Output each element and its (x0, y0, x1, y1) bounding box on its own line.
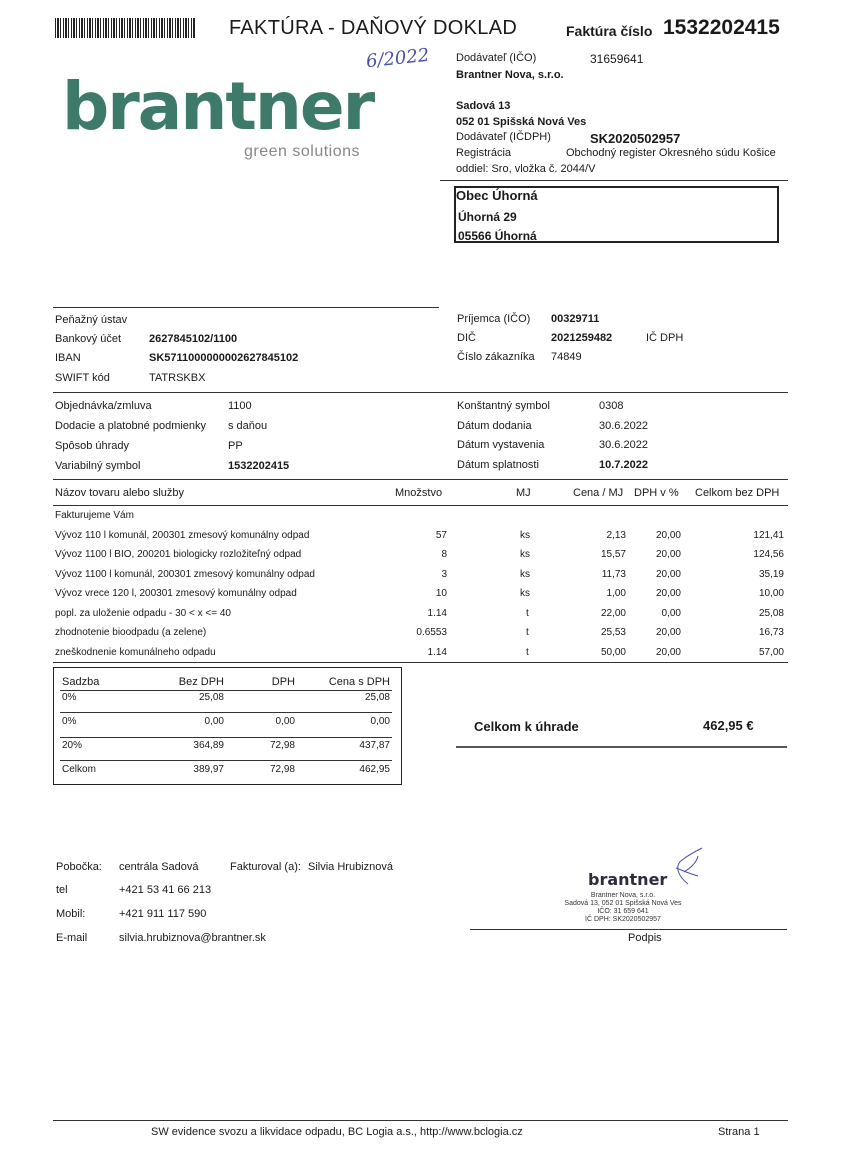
payment-method: PP (228, 440, 243, 452)
page-number: Strana 1 (718, 1126, 760, 1138)
item-price: 25,53 (600, 627, 626, 638)
col-header-unit: MJ (516, 487, 531, 499)
item-qty: 57 (435, 530, 447, 541)
invoiced-by-label: Fakturoval (a): (230, 861, 301, 873)
item-total: 124,56 (753, 549, 784, 560)
item-price: 50,00 (600, 647, 626, 658)
vat-base: 389,97 (193, 764, 224, 775)
item-total: 25,08 (758, 608, 784, 619)
vat-gross: 0,00 (370, 716, 390, 727)
vat-base: 0,00 (204, 716, 224, 727)
item-qty: 1.14 (427, 608, 447, 619)
order-divider-top (53, 392, 788, 393)
items-header-divider (53, 505, 788, 506)
item-total: 35,19 (758, 569, 784, 580)
supplier-city: 052 01 Spišská Nová Ves (456, 116, 587, 128)
supplier-name: Brantner Nova, s.r.o. (456, 69, 564, 81)
supplier-street: Sadová 13 (456, 100, 511, 112)
invoiced-by: Silvia Hrubiznová (308, 861, 393, 873)
document-title: FAKTÚRA - DAŇOVÝ DOKLAD (229, 17, 518, 39)
vat-rate: Celkom (62, 764, 96, 775)
bank-account-label: Bankový účet (55, 333, 122, 345)
vat-amount: 72,98 (269, 740, 295, 751)
item-unit: ks (520, 530, 530, 541)
vat-amount: 72,98 (269, 764, 295, 775)
footer-text: SW evidence svozu a likvidace odpadu, BC Logia a.s., http://www.bclogia.cz (151, 1126, 523, 1138)
vat-amount: 0,00 (275, 716, 295, 727)
delivery-date: 30.6.2022 (599, 420, 648, 432)
vat-rate: 0% (62, 716, 77, 727)
item-qty: 8 (441, 549, 447, 560)
vat-rate: 20% (62, 740, 83, 751)
item-unit: t (526, 608, 529, 619)
item-price: 22,00 (600, 608, 626, 619)
email-label: E-mail (56, 932, 88, 944)
terms-label: Dodacie a platobné podmienky (55, 420, 207, 432)
iban-label: IBAN (55, 352, 81, 364)
vat-divider (60, 760, 392, 761)
swift: TATRSKBX (149, 372, 206, 384)
item-name: zneškodnenie komunálneho odpadu (55, 647, 216, 658)
invoice-number-label: Faktúra číslo (566, 23, 653, 39)
total-due-label: Celkom k úhrade (474, 719, 579, 734)
item-unit: ks (520, 569, 530, 580)
vat-divider (60, 737, 392, 738)
item-qty: 0.6553 (416, 627, 447, 638)
vat-rate: 0% (62, 692, 77, 703)
col-header-vat: DPH v % (634, 487, 679, 499)
iban: SK5711000000002627845102 (149, 352, 299, 364)
total-due-value: 462,95 € (703, 718, 754, 733)
stamp-line: IČO: 31 659 641 (597, 908, 649, 915)
issue-date: 30.6.2022 (599, 439, 648, 451)
tel: +421 53 41 66 213 (119, 884, 212, 896)
item-total: 16,73 (758, 627, 784, 638)
bank-account: 2627845102/1100 (149, 333, 238, 345)
item-name: Vývoz 1100 l BIO, 200201 biologicky rozložiteľný odpad (55, 549, 302, 560)
supplier-ico-label: Dodávateľ (IČO) (456, 52, 537, 64)
item-name: Vývoz 110 l komunál, 200301 zmesový komunálny odpad (55, 530, 310, 541)
total-underline (456, 746, 787, 748)
vat-header-gross: Cena s DPH (328, 676, 390, 688)
item-price: 15,57 (600, 549, 626, 560)
recipient-ico: 00329711 (551, 313, 600, 325)
col-header-total: Celkom bez DPH (695, 487, 780, 499)
handwritten-note: 6/2022 (365, 44, 431, 73)
vat-header-base: Bez DPH (178, 676, 224, 688)
supplier-icdph-label: Dodávateľ (IČDPH) (456, 131, 551, 143)
bank-divider (53, 307, 439, 308)
email: silvia.hrubiznova@brantner.sk (119, 932, 266, 944)
footer-divider (53, 1120, 788, 1121)
items-divider-top (53, 479, 788, 480)
contract: 1100 (228, 400, 252, 412)
customer-name: Obec Úhorná (456, 188, 538, 203)
brand-logo: brantner (62, 68, 374, 145)
item-name: Vývoz 1100 l komunál, 200301 zmesový komunálny odpad (55, 569, 315, 580)
issue-date-label: Dátum vystavenia (457, 439, 545, 451)
item-qty: 1.14 (427, 647, 447, 658)
item-unit: t (526, 627, 529, 638)
item-unit: ks (520, 588, 530, 599)
col-header-price: Cena / MJ (573, 487, 624, 499)
mobile: +421 911 117 590 (119, 908, 207, 920)
item-qty: 10 (435, 588, 447, 599)
bank-institution-label: Peňažný ústav (55, 314, 128, 326)
mobile-label: Mobil: (56, 908, 86, 920)
items-divider-bottom (53, 662, 788, 663)
recipient-ico-label: Príjemca (IČO) (457, 313, 531, 325)
recipient-dic: 2021259482 (551, 332, 613, 344)
col-header-qty: Množstvo (395, 487, 443, 499)
item-total: 57,00 (758, 647, 784, 658)
recipient-icdph-label: IČ DPH (646, 332, 684, 344)
customer-city: 05566 Úhorná (458, 229, 537, 243)
registration-label: Registrácia (456, 147, 512, 159)
stamp-line: Sadová 13, 052 01 Spišská Nová Ves (564, 900, 682, 907)
recipient-dic-label: DIČ (457, 332, 476, 344)
item-unit: ks (520, 549, 530, 560)
item-total: 121,41 (753, 530, 784, 541)
customer-number: 74849 (551, 351, 582, 363)
signature-line (470, 929, 787, 930)
item-vat: 20,00 (655, 588, 681, 599)
branch: centrála Sadová (119, 861, 199, 873)
registration-text: Obchodný register Okresného súdu Košice (566, 147, 776, 159)
swift-label: SWIFT kód (55, 372, 110, 384)
vat-header-vat: DPH (271, 676, 295, 688)
item-qty: 3 (441, 569, 447, 580)
supplier-icdph: SK2020502957 (590, 131, 681, 146)
variable-symbol-label: Variabilný symbol (55, 460, 141, 472)
barcode (55, 18, 195, 38)
supplier-divider (440, 180, 788, 181)
col-header-name: Názov tovaru alebo služby (55, 487, 185, 499)
constant-symbol-label: Konštantný symbol (457, 400, 550, 412)
item-total: 10,00 (758, 588, 784, 599)
items-intro: Fakturujeme Vám (55, 510, 134, 521)
signature-label: Podpis (628, 932, 662, 944)
invoice-number: 1532202415 (663, 16, 780, 39)
item-price: 11,73 (601, 569, 626, 580)
item-vat: 20,00 (655, 549, 681, 560)
vat-base: 364,89 (193, 740, 224, 751)
constant-symbol: 0308 (599, 400, 624, 412)
registration-section: oddiel: Sro, vložka č. 2044/V (456, 163, 596, 175)
vat-gross: 437,87 (359, 740, 390, 751)
variable-symbol: 1532202415 (228, 460, 290, 472)
delivery-date-label: Dátum dodania (457, 420, 532, 432)
vat-divider (60, 690, 392, 691)
payment-method-label: Spôsob úhrady (55, 440, 129, 452)
signature-scribble (668, 846, 706, 886)
item-vat: 20,00 (655, 627, 681, 638)
item-price: 2,13 (606, 530, 626, 541)
vat-gross: 462,95 (359, 764, 390, 775)
stamp-logo: brantner (588, 870, 668, 889)
item-price: 1,00 (606, 588, 626, 599)
tel-label: tel (56, 884, 68, 896)
item-unit: t (526, 647, 529, 658)
item-vat: 20,00 (655, 569, 681, 580)
vat-header-rate: Sadzba (62, 676, 100, 688)
customer-street: Úhorná 29 (458, 210, 517, 224)
vat-base: 25,08 (198, 692, 224, 703)
item-name: Vývoz vrece 120 l, 200301 zmesový komunálny odpad (55, 588, 297, 599)
item-vat: 20,00 (655, 647, 681, 658)
due-date-label: Dátum splatnosti (457, 459, 539, 471)
branch-label: Pobočka: (56, 861, 102, 873)
item-name: popl. za uloženie odpadu - 30 < x <= 40 (55, 608, 231, 619)
terms: s daňou (228, 420, 268, 432)
item-vat: 20,00 (655, 530, 681, 541)
contract-label: Objednávka/zmluva (55, 400, 152, 412)
stamp-line: Brantner Nova, s.r.o. (590, 892, 656, 899)
item-name: zhodnotenie bioodpadu (a zelene) (55, 627, 207, 638)
brand-tagline: green solutions (244, 143, 361, 160)
customer-number-label: Číslo zákazníka (457, 351, 535, 363)
vat-divider (60, 712, 392, 713)
supplier-ico: 31659641 (590, 52, 644, 66)
item-vat: 0,00 (661, 608, 681, 619)
due-date: 10.7.2022 (599, 459, 648, 471)
vat-gross: 25,08 (364, 692, 390, 703)
stamp-line: IČ DPH: SK2020502957 (585, 916, 661, 923)
